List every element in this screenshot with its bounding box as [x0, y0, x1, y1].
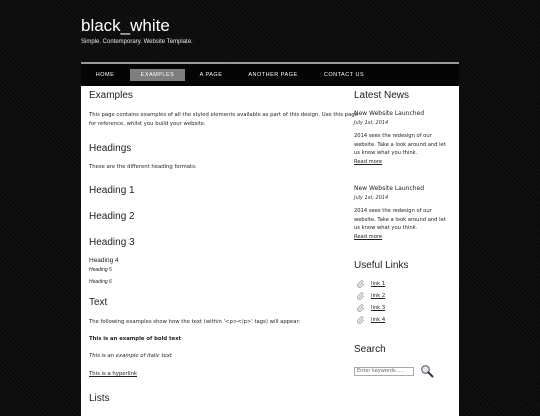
news-item-body — [354, 132, 454, 167]
news-item-title: New Website Launched — [354, 185, 425, 192]
search-heading: Search — [354, 344, 386, 355]
read-more-link[interactable]: Read more — [354, 159, 383, 166]
nav-item-a-page[interactable]: A PAGE — [199, 72, 223, 78]
news-item-body-line: 2014 sees the redesign of our — [354, 208, 432, 214]
paperclip-icon — [357, 304, 365, 312]
news-item-body-line: 2014 sees the redesign of our — [354, 133, 432, 139]
heading-1-sample: Heading 1 — [89, 185, 135, 196]
useful-links-heading: Useful Links — [354, 260, 409, 271]
headings-heading: Headings — [89, 143, 132, 154]
intro-text-line-2: for reference, whilst you build your website. — [89, 121, 206, 127]
heading-3-sample: Heading 3 — [89, 237, 135, 248]
search-icon[interactable] — [420, 364, 434, 378]
text-heading: Text — [89, 297, 108, 308]
news-item-date: July 1st, 2014 — [354, 120, 389, 126]
news-item-title: New Website Launched — [354, 110, 425, 117]
useful-link-label[interactable]: link 1 — [371, 281, 386, 287]
useful-link-label[interactable]: link 4 — [371, 317, 386, 323]
italic-text-sample: This is an example of italic text — [89, 353, 172, 359]
paperclip-icon — [357, 280, 365, 288]
lists-heading: Lists — [89, 393, 110, 404]
nav-item-contact-us[interactable]: CONTACT US — [323, 72, 365, 78]
read-more-link[interactable]: Read more — [354, 234, 383, 241]
news-item-date: July 1st, 2014 — [354, 195, 389, 201]
text-intro: The following examples show how the text (within '<p></p>' tags) will appear: — [89, 319, 301, 325]
heading-5-sample: Heading 5 — [89, 267, 112, 273]
search-input[interactable]: Enter keywords..... — [354, 367, 414, 376]
examples-heading: Examples — [89, 90, 133, 101]
news-item-body-line: us know what you think. — [354, 150, 418, 157]
news-item-body-line: website. Take a look around and let — [354, 216, 446, 223]
heading-4-sample: Heading 4 — [89, 257, 119, 264]
site-slogan: Simple. Contemporary. Website Template. — [81, 39, 193, 45]
news-item-body-line: us know what you think. — [354, 225, 418, 232]
useful-link-label[interactable]: link 2 — [371, 293, 386, 299]
hyperlink-sample[interactable]: This is a hyperlink — [89, 371, 138, 377]
paperclip-icon — [357, 316, 365, 324]
nav-item-home[interactable]: HOME — [95, 72, 115, 78]
main-nav — [81, 62, 459, 86]
news-item-body-line: website. Take a look around and let — [354, 141, 446, 148]
news-item-body — [354, 207, 454, 242]
site-logo[interactable] — [81, 14, 193, 45]
site-title[interactable]: black_white — [81, 16, 170, 35]
paperclip-icon — [357, 292, 365, 300]
heading-6-sample: Heading 6 — [89, 279, 112, 285]
headings-intro: These are the different heading formats: — [89, 164, 197, 170]
heading-2-sample: Heading 2 — [89, 211, 135, 222]
bold-text-sample: This is an example of bold text — [89, 336, 182, 342]
useful-link-label[interactable]: link 3 — [371, 305, 386, 311]
latest-news-heading: Latest News — [354, 90, 410, 101]
intro-text-line-1: This page contains examples of all the styled elements available as part of this design. Use this page — [89, 112, 358, 118]
content-area — [81, 86, 459, 416]
nav-item-another-page[interactable]: ANOTHER PAGE — [248, 72, 298, 78]
nav-item-examples[interactable]: EXAMPLES — [130, 69, 185, 81]
